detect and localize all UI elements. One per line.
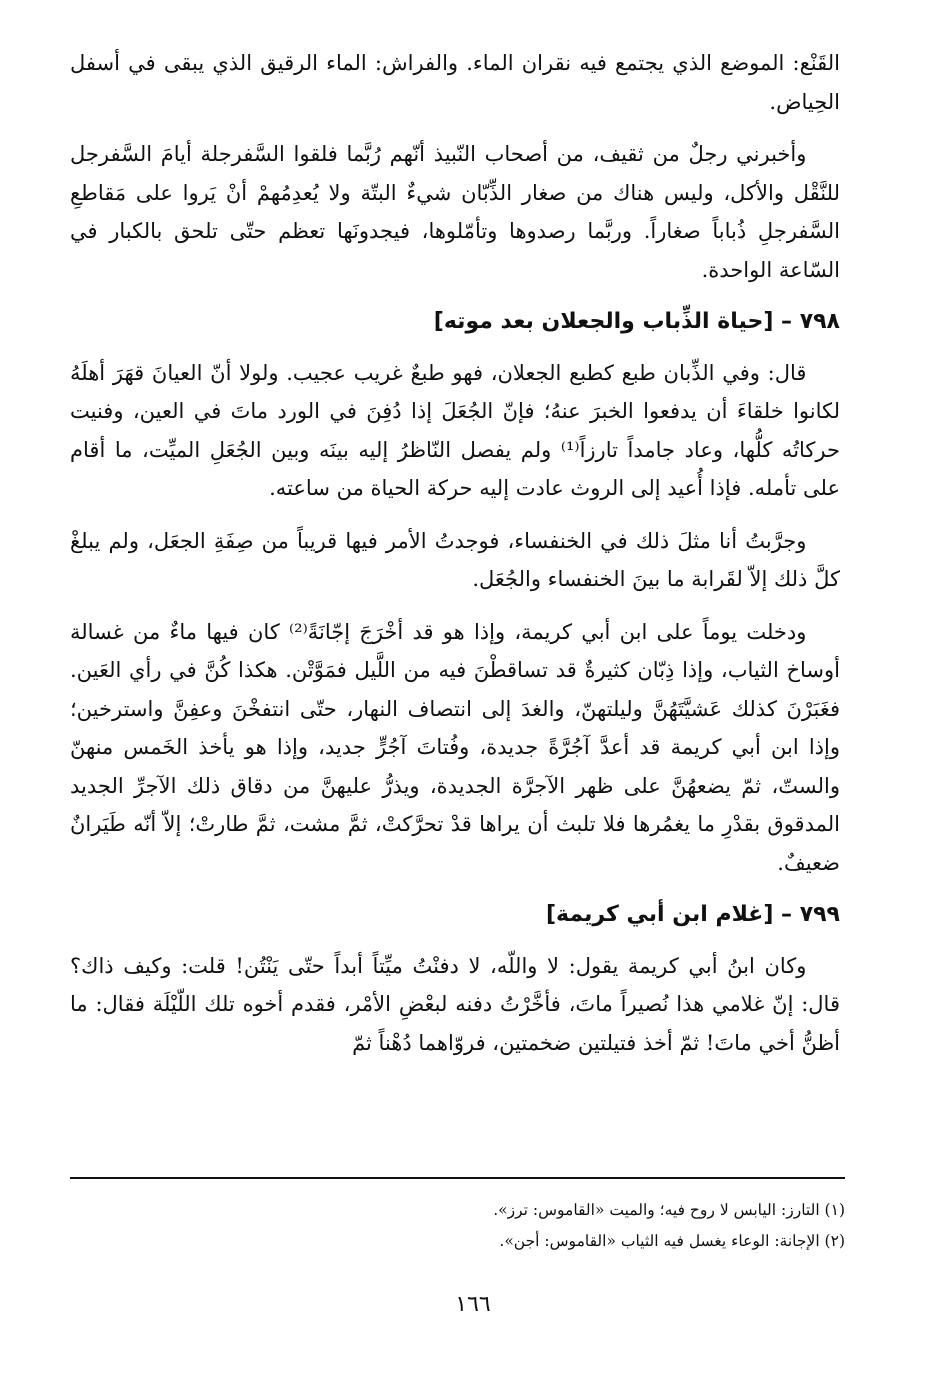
- page-number: ١٦٦: [455, 1292, 491, 1317]
- footnote-2: (٢) الإجانة: الوعاء يغسل فيه الثياب «القاموس: أجن».: [499, 1232, 845, 1250]
- footnotes: [70, 1195, 845, 1257]
- paragraph-qana: القَنْع: الموضع الذي يجتمع فيه نقران الماء. والفراش: الماء الرقيق الذي يبقى في أسفل الحِياض.: [70, 51, 840, 114]
- section-heading-799: ٧٩٩ – [غلام ابن أبي كريمة]: [545, 902, 840, 927]
- paragraph-quince: وأخبرني رجلٌ من ثقيف، من أصحاب النّبيذ أنّهم رُبَّما فلقوا السَّفرجلة أيامَ السَّفرجل للنَّقْل والأكل، وليس هناك من صغار الذِّبّان شيءٌ البتّة ولا يُعدِمُهمْ أنْ يَروا على مَقاطعِ السَّفرجلِ ذُباباً صغاراً. وربَّما رصدوها وتأمّلوها، فيجدونَها تعظم حتّى تلحق بالكبار في السّاعة الواحدة.: [70, 142, 840, 282]
- footnote-1: (١) التارز: اليابس لا روح فيه؛ والميت «القاموس: ترز».: [493, 1201, 845, 1219]
- paragraph-ibn-abi-karima-flies: ودخلت يوماً على ابن أبي كريمة، وإذا هو قد أخْرَجَ إجّانَةً⁽²⁾ كان فيها ماءٌ من غسالة أوساخ الثياب، وإذا ذِبّان كثيرةٌ قد تساقطْنَ فيه من اللَّيل فمَوَّتْن. هكذا كُنَّ في رأي العَين. فغَبَرْنَ كذلك عَشيَّتَهُنَّ وليلتهنّ، والغدَ إلى انتصاف النهار، حتّى انتفخْنَ وعفِنَّ واسترخين؛ وإذا ابن أبي كريمة قد أعدَّ آجُرَّةً جديدة، وفُتاتَ آجُرٍّ جديد، وإذا هو يأخذ الخَمس منهنّ والستّ، ثمّ يضعهُنَّ على ظهر الآجرَّة الجديدة، ويذرُّ عليهنَّ من دقاق ذلك الآجرِّ الجديد المدقوق بقدْرِ ما يغمُرها فلا تلبث أن يراها قدْ تحرَّكتْ، ثمَّ مشت، ثمَّ طارتْ؛ إلاّ أنّه طَيَرانٌ ضعيفٌ.: [70, 619, 840, 875]
- footnote-divider: [70, 1177, 845, 1179]
- paragraph-dung-beetle: قال: وفي الذِّبان طبع كطبع الجعلان، فهو طبعٌ غريب عجيب. ولولا أنّ العيانَ قهَرَ أهلَهُ لكانوا خلقاءَ أن يدفعوا الخبرَ عنهُ؛ فإنّ الجُعَلَ إذا دُفِنَ في الورد ماتَ في العين، وفنيت حركاتُه كلُّها، وعاد جامداً تارزاً⁽¹⁾ ولم يفصل النّاظرُ إليه بينَه وبين الجُعَلِ الميِّت، ما أقام على تأمله. فإذا أُعيد إلى الروث عادت إليه حركة الحياة من ساعته.: [70, 360, 841, 500]
- section-heading-798: ٧٩٨ – [حياة الذِّباب والجعلان بعد موته]: [433, 309, 840, 334]
- paragraph-servant: وكان ابنُ أبي كريمة يقول: لا واللّه، لا دفنْتُ ميِّتاً أبداً حتّى يَنْتُن! قلت: وكيف ذاك؟ قال: إنّ غلامي هذا نُصيراً ماتَ، فأخَّرْتُ دفنه لبعْضِ الأمْر، فقدم أخوه تلك اللّيْلَة فقال: ما أظنُّ أخي ماتَ! ثمّ أخذ فتيلتين ضخمتين، فروّاهما دُهْناً ثمّ: [70, 953, 840, 1055]
- paragraph-beetle: وجرَّبتُ أنا مثلَ ذلك في الخنفساء، فوجدتُ الأمر فيها قريباً من صِفَةِ الجعَل، ولم يبلغْ كلَّ ذلك إلاّ لقَرابة ما بينَ الخنفساء والجُعَل.: [70, 528, 840, 591]
- main-text: [70, 44, 840, 1076]
